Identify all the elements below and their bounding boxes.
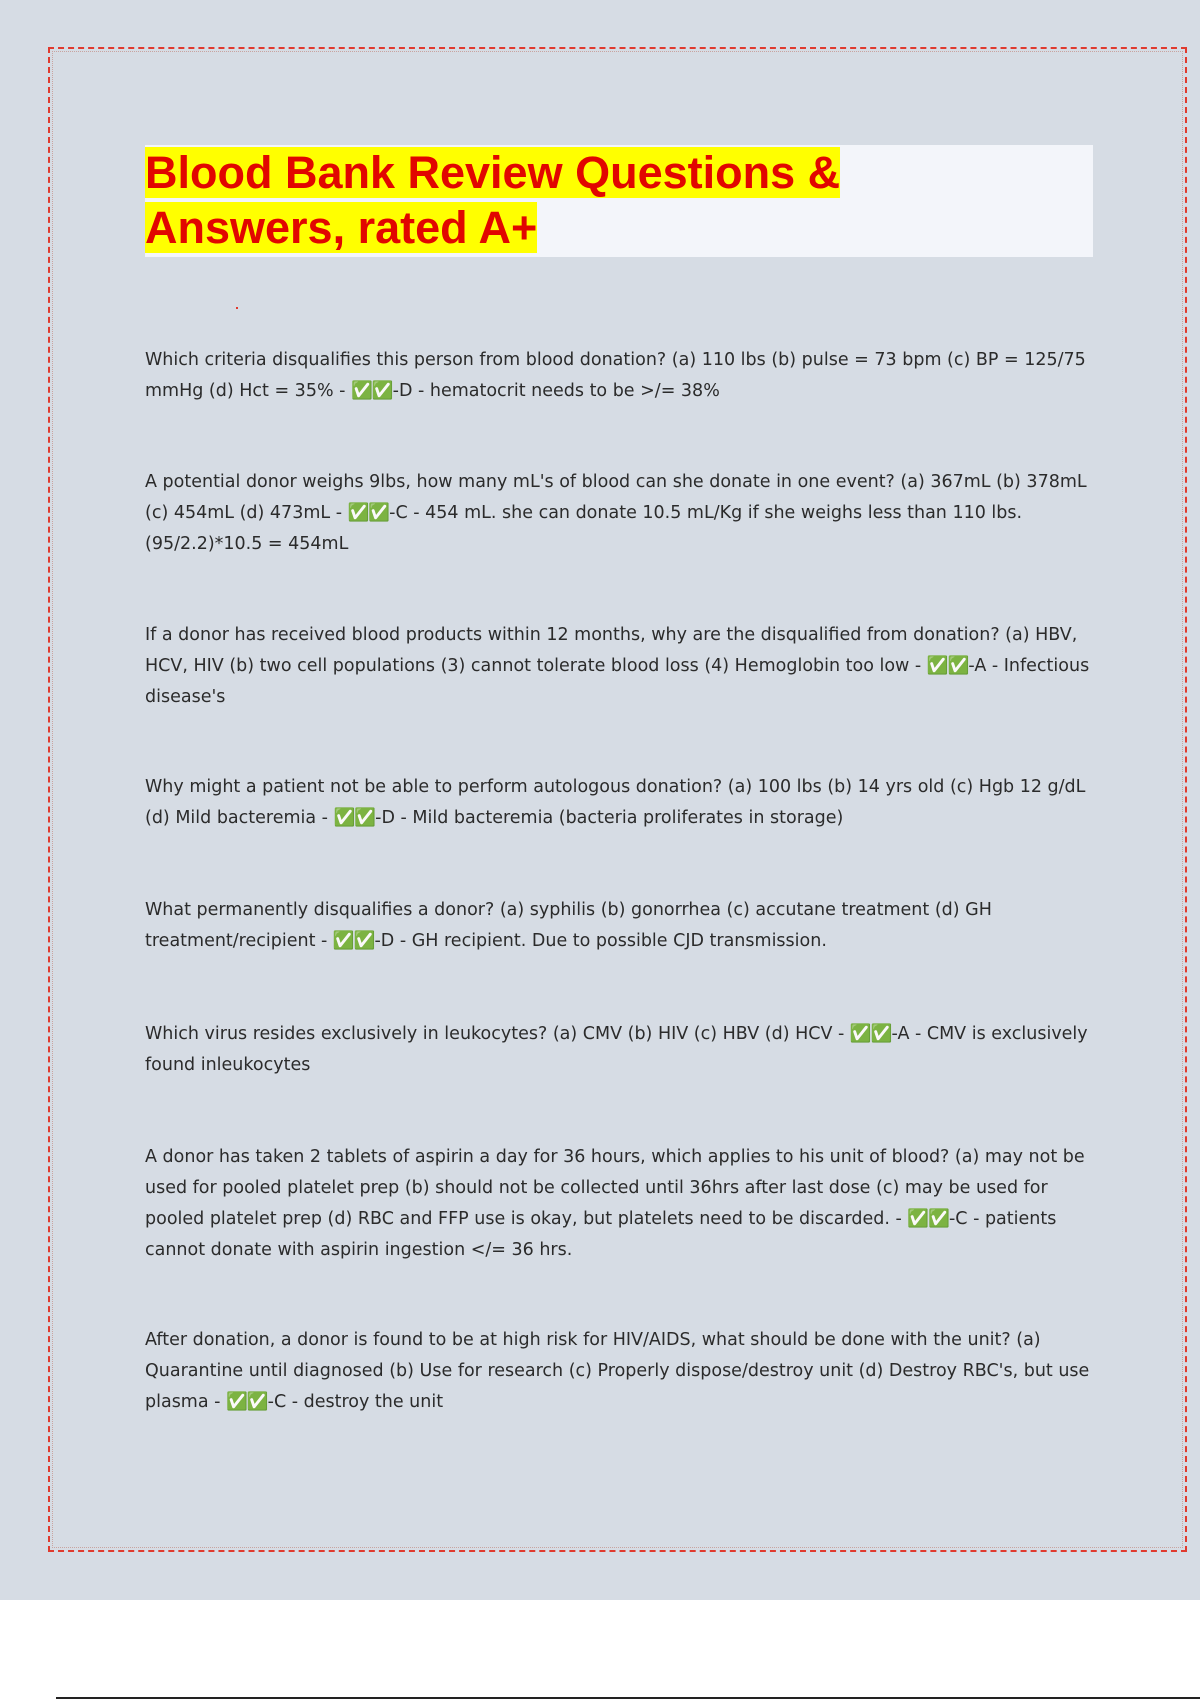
check-icon: ✅✅	[226, 1392, 268, 1412]
document-title	[145, 145, 840, 255]
check-icon: ✅✅	[907, 1209, 949, 1229]
qa-question: Which criteria disqualifies this person from blood donation? (a) 110 lbs (b) pulse = 73 bpm (c) BP = 125/75 mmHg (d) Hct = 35% -	[145, 350, 1086, 401]
qa-question: A donor has taken 2 tablets of aspirin a day for 36 hours, which applies to his unit of blood? (a) may not be used for pooled platelet prep (b) should not be collected until 36hrs after last dose (c) may be used for pooled platelet prep (d) RBC and FFP use is okay, but platelets need to be discarded. -	[145, 1147, 1085, 1229]
qa-item-4	[145, 772, 1090, 834]
qa-question: Which virus resides exclusively in leukocytes? (a) CMV (b) HIV (c) HBV (d) HCV -	[145, 1024, 850, 1044]
qa-answer: -C - patients cannot donate with aspirin ingestion </= 36 hrs.	[145, 1209, 1057, 1260]
stray-mark	[236, 307, 238, 309]
check-icon: ✅✅	[926, 656, 969, 676]
qa-answer: -A - Infectious disease's	[145, 656, 1090, 707]
check-icon: ✅✅	[347, 503, 390, 523]
qa-question: What permanently disqualifies a donor? (a) syphilis (b) gonorrhea (c) accutane treatment (d) GH treatment/recipient -	[145, 900, 992, 951]
qa-item-7	[145, 1142, 1090, 1266]
qa-answer: -A - CMV is exclusively found inleukocytes	[145, 1024, 1088, 1075]
qa-item-2	[145, 467, 1090, 560]
check-icon: ✅✅	[333, 808, 376, 828]
qa-answer: -D - Mild bacteremia (bacteria proliferates in storage)	[375, 808, 844, 828]
qa-item-8	[145, 1325, 1090, 1418]
qa-item-1	[145, 345, 1090, 407]
qa-answer: -C - 454 mL. she can donate 10.5 mL/Kg if she weighs less than 110 lbs. (95/2.2)*10.5 = 454mL	[145, 503, 1023, 554]
title-line-1: Blood Bank Review Questions &	[145, 147, 841, 198]
qa-question: A potential donor weighs 9lbs, how many mL's of blood can she donate in one event? (a) 367mL (b) 378mL (c) 454mL (d) 473mL -	[145, 472, 1087, 523]
qa-item-6	[145, 1019, 1090, 1081]
qa-item-5	[145, 895, 1090, 957]
qa-answer: -C - destroy the unit	[267, 1392, 444, 1412]
check-icon: ✅✅	[351, 381, 393, 401]
qa-answer: -D - GH recipient. Due to possible CJD transmission.	[374, 931, 827, 951]
title-line-2: Answers, rated A+	[145, 202, 538, 253]
check-icon: ✅✅	[332, 931, 375, 951]
qa-question: If a donor has received blood products within 12 months, why are the disqualified from donation? (a) HBV, HCV, HIV (b) two cell populations (3) cannot tolerate blood loss (4) Hemoglobin too low -	[145, 625, 1078, 676]
qa-question: Why might a patient not be able to perform autologous donation? (a) 100 lbs (b) 14 yrs old (c) Hgb 12 g/dL (d) Mild bacteremia -	[145, 777, 1086, 828]
qa-answer: -D - hematocrit needs to be >/= 38%	[392, 381, 720, 401]
check-icon: ✅✅	[849, 1024, 892, 1044]
qa-question: After donation, a donor is found to be at high risk for HIV/AIDS, what should be done with the unit? (a) Quarantine until diagnosed (b) Use for research (c) Properly dispose/destroy unit (d) Destroy RBC's, but use plasma -	[145, 1330, 1090, 1412]
footer-divider	[56, 1697, 1200, 1699]
qa-item-3	[145, 620, 1090, 713]
